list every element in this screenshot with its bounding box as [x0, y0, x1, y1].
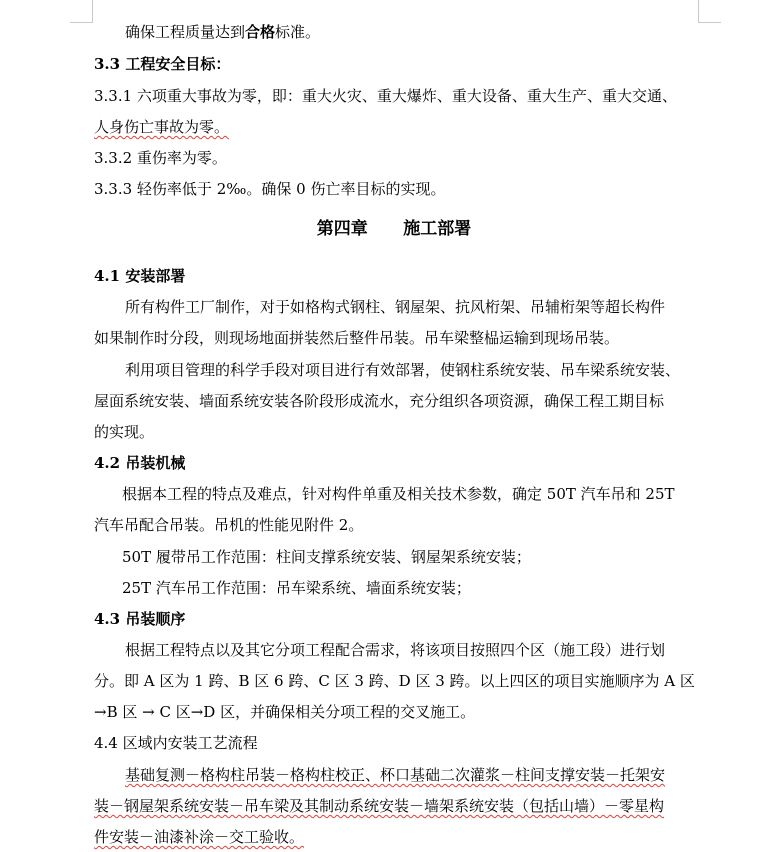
- paragraph-4-2-a-continued: 汽车吊配合吊装。吊机的性能见附件 2。: [94, 516, 364, 534]
- paragraph-4-1-b-end: 的实现。: [94, 423, 155, 441]
- paragraph-4-1-b-continued: 屋面系统安装、墙面系统安装各阶段形成流水，充分组织各项资源，确保工程工期目标: [94, 392, 665, 410]
- paragraph-4-4-end: 件安装－油漆补涂－交工验收。: [94, 828, 305, 846]
- paragraph-3-3-2: 3.3.2 重伤率为零。: [94, 149, 227, 167]
- paragraph-4-1-a: 所有构件工厂制作，对于如格构式钢柱、钢屋架、抗风桁架、吊辅桁架等超长构件: [125, 298, 666, 316]
- heading-4-4: 4.4 区域内安装工艺流程: [94, 734, 258, 752]
- chapter-title: 第四章 施工部署: [316, 219, 472, 239]
- paragraph-4-2-a: 根据本工程的特点及难点，针对构件单重及相关技术参数，确定 50T 汽车吊和 25T: [122, 485, 675, 503]
- heading-4-3: 4.3 吊装顺序: [94, 610, 186, 628]
- paragraph-4-4: 基础复测－格构柱吊装－格构柱校正、杯口基础二次灌浆－柱间支撑安装－托架安: [125, 766, 666, 784]
- heading-4-2: 4.2 吊装机械: [94, 454, 186, 472]
- paragraph-4-2-c: 25T 汽车吊工作范围：吊车梁系统、墙面系统安装；: [122, 579, 471, 597]
- paragraph-quality-goal: 确保工程质量达到合格标准。: [125, 23, 321, 41]
- paragraph-4-1-a-continued: 如果制作时分段，则现场地面拼装然后整件吊装。吊车梁整榀运输到现场吊装。: [94, 329, 620, 347]
- page-margin-corner-right: [698, 0, 721, 23]
- heading-4-1: 4.1 安装部署: [94, 267, 186, 285]
- paragraph-4-4-continued: 装－钢屋架系统安装－吊车梁及其制动系统安装－墙架系统安装（包括山墙）－零星构: [94, 797, 665, 815]
- paragraph-4-2-b: 50T 履带吊工作范围：柱间支撑系统安装、钢屋架系统安装；: [122, 548, 531, 566]
- paragraph-4-1-b: 利用项目管理的科学手段对项目进行有效部署，使钢柱系统安装、吊车梁系统安装、: [125, 361, 681, 379]
- heading-safety-goal: 3.3 工程安全目标：: [94, 55, 231, 73]
- page-margin-corner-left: [70, 0, 93, 23]
- paragraph-3-3-1: 3.3.1 六项重大事故为零，即：重大火灾、重大爆炸、重大设备、重大生产、重大交通、: [94, 87, 677, 105]
- paragraph-4-3: 根据工程特点以及其它分项工程配合需求，将该项目按照四个区（施工段）进行划: [125, 641, 666, 659]
- paragraph-4-3-end: →B 区 → C 区→D 区，并确保相关分项工程的交叉施工。: [94, 703, 476, 721]
- paragraph-3-3-1-continued: 人身伤亡事故为零。: [94, 118, 230, 136]
- paragraph-4-3-continued: 分。即 A 区为 1 跨、B 区 6 跨、C 区 3 跨、D 区 3 跨。以上四区的项目实施顺序为 A 区: [94, 672, 695, 690]
- paragraph-3-3-3: 3.3.3 轻伤率低于 2‰。确保 0 伤亡率目标的实现。: [94, 180, 446, 198]
